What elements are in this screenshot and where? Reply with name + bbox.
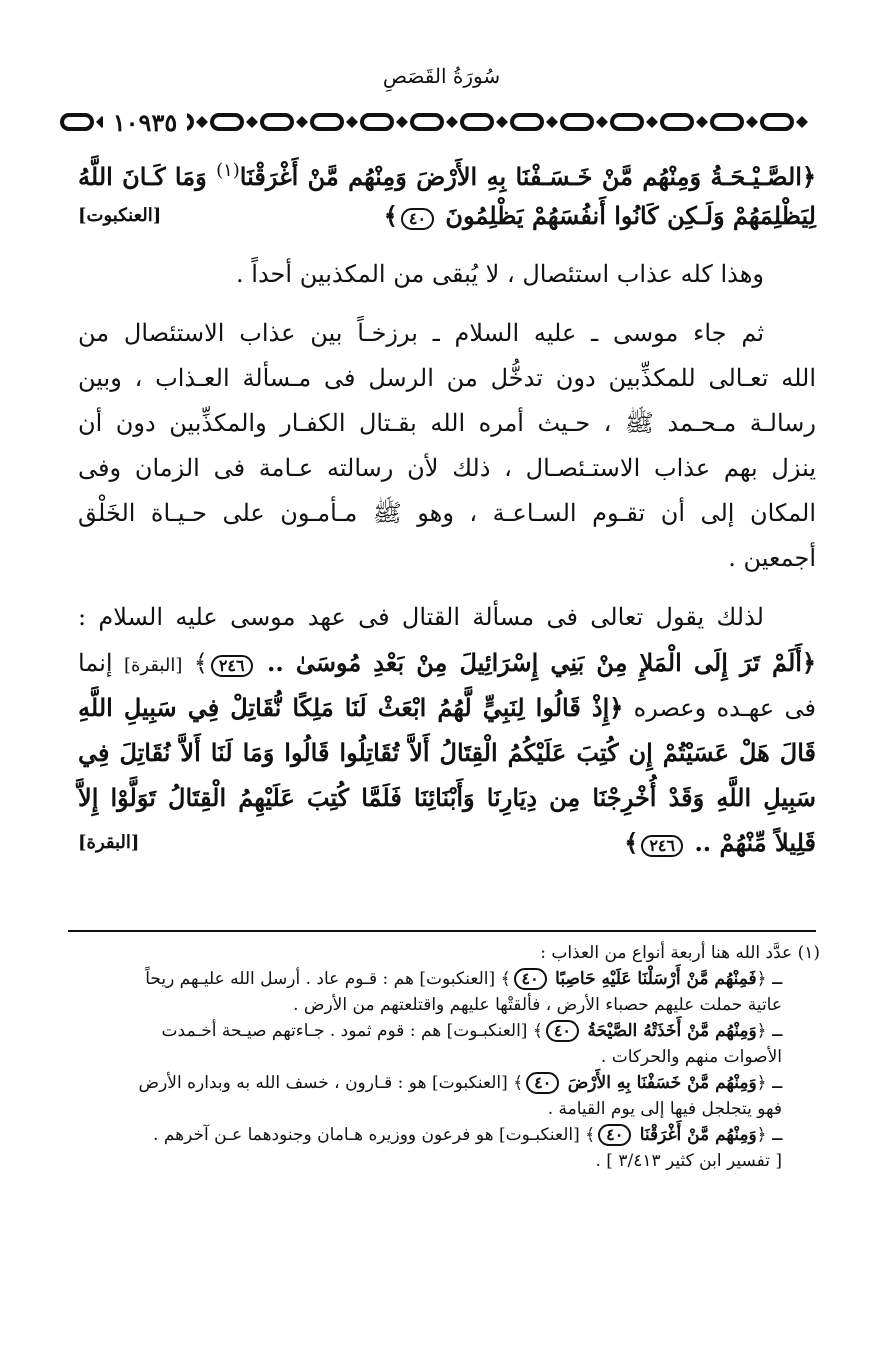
paragraph-3-line: قَلِيلاً مِّنْهُمْ .. ٢٤٦﴾ [البقرة] [78,820,816,865]
surah-title: سُورَةُ القَصَصِ [382,64,501,88]
footnote-divider [68,930,816,932]
ayah-number: ٢٤٦ [211,655,253,677]
surah-reference: [البقرة] [123,655,183,676]
paragraph-3-line: لذلك يقول تعالى فى مسألة القتال فى عهد موسى عليه السلام : [78,603,764,631]
quran-line-1: ﴿الصَّـيْـحَـةُ وَمِنْهُم مَّنْ خَـسَـفْنَا بِهِ الأَرْضَ وَمِنْهُم مَّنْ أَغْرَقْنَا$^{(١)}$ وَمَا كَـانَ اللَّهُ [78,160,817,191]
footnote-line: ـ ﴿وَمِنْهُم مَّنْ خَسَفْنَا بِهِ الأَرْضَ ٤٠﴾ [العنكبوت] هو : قـارون ، خسف الله به وبداره الأرض [138,1073,782,1093]
footnote-line: فهو يتجلجل فيها إلى يوم القيامة . [547,1099,782,1119]
footnote-line: [ تفسير ابن كثير ٣/٤١٣ ] . [595,1151,782,1171]
ayah-number: ٤٠ [546,1020,579,1042]
footnotes [66,940,820,1174]
paragraph-2-line: ثم جاء موسى ـ عليه السلام ـ برزخـاً بين عذاب الاستئصال من [78,319,764,347]
footnote-marker: (١) [216,160,240,181]
paragraph-3-line: سَبِيلِ اللَّهِ وَقَدْ أُخْرِجْنَا مِن دِيَارِنَا وَأَبْنَائِنَا فَلَمَّا كُتِبَ عَلَيْهِمُ الْقِتَالُ تَوَلَّوْا إِلاَّ [78,783,816,812]
footnote-intro: (١) عدَّد الله هنا أربعة أنواع من العذاب : [540,943,820,963]
paragraph-2-line: المكان إلى أن تقـوم السـاعـة ، وهو ﷺ مـأمـون على حـيـاة الخَلْق [78,499,816,527]
paragraph-1: وهذا كله عذاب استئصال ، لا يُبقى من المكذبين أحداً . [236,260,764,288]
paragraph-2-line: الله تعـالى للمكذِّبين دون تدخُّل من الرسل فى مـسألة العـذاب ، وبين [78,364,816,392]
paragraph-2-line: رسالـة مـحـمد ﷺ ، حـيث أمره الله بقـتال الكفـار والمكذِّبين دون أن [78,409,816,437]
footnote-line: ـ ﴿فَمِنْهُم مَّنْ أَرْسَلْنَا عَلَيْهِ حَاصِبًا ٤٠﴾ [العنكبوت] هم : قـوم عاد . أرسل الله عليـهم ريحاً [145,969,782,989]
ayah-number: ٤٠ [514,968,547,990]
footnote-line: الأصوات منهم والحركات . [600,1047,782,1067]
paragraph-2-line: أجمعين . [728,544,816,572]
surah-reference: [العنكبوت] [78,205,162,226]
footnote-line: ـ ﴿وَمِنْهُم مَّنْ أَخَذَتْهُ الصَّيْحَةُ ٤٠﴾ [العنكبـوت] هم : قوم ثمود . جـاءتهم صيـحة أخـمدت [161,1021,782,1041]
paragraph-2-line: ينزل بهم عذاب الاستـئصـال ، ذلك لأن رسالته عـامة فى الزمان وفى [78,454,816,482]
ayah-number: ٤٠ [401,208,434,230]
ayah-number: ٤٠ [598,1124,631,1146]
page-number: ١٠٩٣٥ [103,106,187,140]
footnote-line: عاتية حملت عليهم حصباء الأرض ، فألقتْها عليهم واقتلعتهم من الأرض . [293,995,782,1015]
paragraph-3-line: فى عهـده وعصره ﴿إِذْ قَالُوا لِنَبِيٍّ لَّهُمُ ابْعَثْ لَنَا مَلِكًا نُّقَاتِلْ فِي سَبِيلِ اللَّهِ [78,693,816,722]
ayah-number: ٤٠ [526,1072,559,1094]
ayah-number: ٢٤٦ [641,835,683,857]
main-text [78,148,816,865]
paragraph-3-line: قَالَ هَلْ عَسَيْتُمْ إِن كُتِبَ عَلَيْكُمُ الْقِتَالُ أَلاَّ تُقَاتِلُوا قَالُوا وَمَا لَنَا أَلاَّ نُقَاتِلَ فِي [78,738,816,767]
surah-reference: [البقرة] [78,832,140,853]
paragraph-3-line: ﴿أَلَمْ تَرَ إِلَى الْمَلإِ مِنْ بَنِي إِسْرَائِيلَ مِنْ بَعْدِ مُوسَىٰ .. ٢٤٦﴾ [البقرة] إنما [78,648,817,677]
quran-line-2: لِيَظْلِمَهُمْ وَلَـكِن كَانُوا أَنفُسَهُمْ يَظْلِمُونَ ٤٠﴾ [العنكبوت] [78,193,816,238]
footnote-line: ـ ﴿وَمِنْهُم مَّنْ أَغْرَقْنَا ٤٠﴾ [العنكبـوت] هو فرعون ووزيره هـامان وجنودهما عـن آخرهم . [153,1125,782,1145]
